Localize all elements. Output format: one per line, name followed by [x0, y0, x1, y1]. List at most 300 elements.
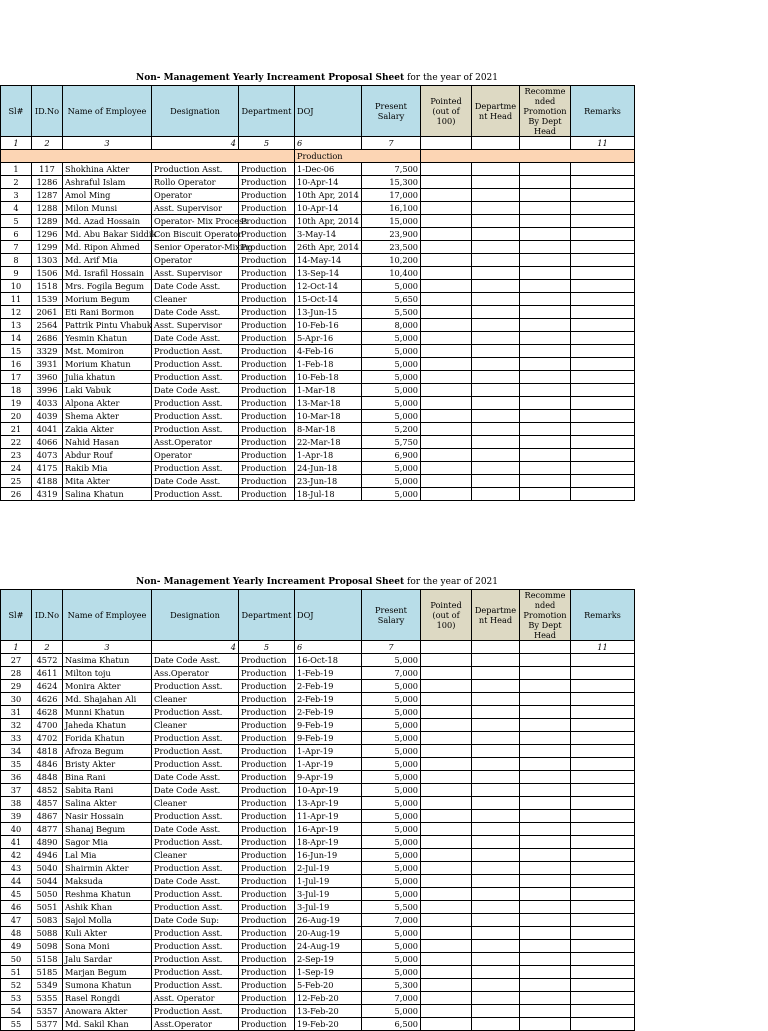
cell-present-salary: 5,000 — [362, 862, 421, 875]
cell-id-no: 4319 — [32, 488, 63, 501]
column-number: 11 — [571, 641, 635, 654]
cell-employee-name: Yesmin Khatun — [63, 332, 152, 345]
cell-present-salary: 5,000 — [362, 384, 421, 397]
cell-doj: 5-Apr-16 — [295, 332, 362, 345]
cell-designation: Production Asst. — [152, 397, 239, 410]
cell-recommended-promotion — [520, 228, 571, 241]
cell-doj: 10-Feb-16 — [295, 319, 362, 332]
cell-designation: Production Asst. — [152, 488, 239, 501]
table-row — [1, 966, 635, 979]
table-row — [1, 784, 635, 797]
cell-present-salary: 23,500 — [362, 241, 421, 254]
cell-present-salary: 5,000 — [362, 1005, 421, 1018]
cell-points — [421, 215, 472, 228]
cell-employee-name: Mita Akter — [63, 475, 152, 488]
cell-remarks — [571, 992, 635, 1005]
cell-employee-name: Abdur Rouf — [63, 449, 152, 462]
cell-doj: 10-Apr-19 — [295, 784, 362, 797]
cell-remarks — [571, 888, 635, 901]
cell-doj: 5-Feb-20 — [295, 979, 362, 992]
header-designation: Designation — [152, 590, 239, 641]
cell-remarks — [571, 654, 635, 667]
cell-recommended-promotion — [520, 966, 571, 979]
cell-present-salary: 5,000 — [362, 784, 421, 797]
table-body-1 — [1, 150, 635, 501]
cell-doj: 13-Sep-14 — [295, 267, 362, 280]
cell-remarks — [571, 706, 635, 719]
cell-present-salary: 5,000 — [362, 953, 421, 966]
cell-employee-name: Forida Khatun — [63, 732, 152, 745]
cell-present-salary: 5,000 — [362, 849, 421, 862]
cell-present-salary: 8,000 — [362, 319, 421, 332]
cell-designation: Production Asst. — [152, 862, 239, 875]
cell-recommended-promotion — [520, 654, 571, 667]
cell-employee-name: Md. Abu Bakar Siddik — [63, 228, 152, 241]
cell-sl-no: 34 — [1, 745, 32, 758]
cell-points — [421, 1005, 472, 1018]
cell-employee-name: Shairmin Akter — [63, 862, 152, 875]
table-row — [1, 1018, 635, 1031]
cell-points — [421, 488, 472, 501]
cell-department: Production — [239, 992, 295, 1005]
cell-id-no: 3329 — [32, 345, 63, 358]
cell-sl-no: 48 — [1, 927, 32, 940]
column-number: 4 — [152, 137, 239, 150]
cell-remarks — [571, 449, 635, 462]
cell-points — [421, 267, 472, 280]
header-employee-name: Name of Employee — [63, 590, 152, 641]
cell-points — [421, 358, 472, 371]
cell-department: Production — [239, 228, 295, 241]
cell-present-salary: 23,900 — [362, 228, 421, 241]
cell-present-salary: 5,000 — [362, 940, 421, 953]
department-group-spacer — [421, 150, 635, 163]
cell-sl-no: 8 — [1, 254, 32, 267]
table-row — [1, 810, 635, 823]
cell-remarks — [571, 202, 635, 215]
cell-remarks — [571, 436, 635, 449]
cell-department-head — [472, 1005, 520, 1018]
cell-sl-no: 36 — [1, 771, 32, 784]
cell-sl-no: 6 — [1, 228, 32, 241]
cell-doj: 11-Apr-19 — [295, 810, 362, 823]
table-row — [1, 332, 635, 345]
cell-doj: 23-Jun-18 — [295, 475, 362, 488]
cell-sl-no: 9 — [1, 267, 32, 280]
cell-sl-no: 45 — [1, 888, 32, 901]
cell-department: Production — [239, 449, 295, 462]
cell-department: Production — [239, 371, 295, 384]
cell-sl-no: 43 — [1, 862, 32, 875]
cell-department: Production — [239, 280, 295, 293]
cell-remarks — [571, 488, 635, 501]
table-row — [1, 888, 635, 901]
header-remarks: Remarks — [571, 590, 635, 641]
cell-present-salary: 5,000 — [362, 358, 421, 371]
cell-department: Production — [239, 423, 295, 436]
cell-doj: 8-Mar-18 — [295, 423, 362, 436]
cell-employee-name: Sagor Mia — [63, 836, 152, 849]
column-number: 7 — [362, 137, 421, 150]
table-row — [1, 680, 635, 693]
cell-present-salary: 5,000 — [362, 927, 421, 940]
cell-designation: Asst. Operator — [152, 992, 239, 1005]
cell-employee-name: Marjan Begum — [63, 966, 152, 979]
cell-recommended-promotion — [520, 176, 571, 189]
cell-recommended-promotion — [520, 810, 571, 823]
cell-doj: 9-Feb-19 — [295, 732, 362, 745]
cell-doj: 1-Mar-18 — [295, 384, 362, 397]
cell-id-no: 5357 — [32, 1005, 63, 1018]
cell-id-no: 1296 — [32, 228, 63, 241]
cell-id-no: 2061 — [32, 306, 63, 319]
cell-department-head — [472, 745, 520, 758]
table-row — [1, 914, 635, 927]
cell-department-head — [472, 215, 520, 228]
cell-id-no: 5050 — [32, 888, 63, 901]
cell-doj: 19-Feb-20 — [295, 1018, 362, 1031]
cell-recommended-promotion — [520, 293, 571, 306]
cell-department-head — [472, 680, 520, 693]
cell-employee-name: Salina Akter — [63, 797, 152, 810]
table-row — [1, 875, 635, 888]
cell-designation: Date Code Sup: — [152, 914, 239, 927]
cell-id-no: 4628 — [32, 706, 63, 719]
cell-department: Production — [239, 215, 295, 228]
cell-department: Production — [239, 1005, 295, 1018]
cell-designation: Date Code Asst. — [152, 475, 239, 488]
cell-points — [421, 254, 472, 267]
table-row — [1, 371, 635, 384]
cell-designation: Operator — [152, 189, 239, 202]
header-id-no: ID.No — [32, 86, 63, 137]
cell-doj: 2-Feb-19 — [295, 693, 362, 706]
table-body-2 — [1, 654, 635, 1031]
header-employee-name: Name of Employee — [63, 86, 152, 137]
column-number — [520, 641, 571, 654]
cell-remarks — [571, 215, 635, 228]
header-row — [1, 590, 635, 641]
cell-present-salary: 5,000 — [362, 462, 421, 475]
cell-designation: Production Asst. — [152, 680, 239, 693]
cell-doj: 10-Apr-14 — [295, 202, 362, 215]
cell-designation: Date Code Asst. — [152, 771, 239, 784]
cell-recommended-promotion — [520, 475, 571, 488]
cell-remarks — [571, 758, 635, 771]
table-row — [1, 189, 635, 202]
cell-recommended-promotion — [520, 927, 571, 940]
cell-present-salary: 5,000 — [362, 488, 421, 501]
cell-department-head — [472, 914, 520, 927]
cell-present-salary: 5,000 — [362, 397, 421, 410]
header-row — [1, 86, 635, 137]
cell-id-no: 3931 — [32, 358, 63, 371]
cell-sl-no: 14 — [1, 332, 32, 345]
cell-department-head — [472, 823, 520, 836]
cell-department: Production — [239, 849, 295, 862]
cell-recommended-promotion — [520, 667, 571, 680]
cell-present-salary: 15,000 — [362, 215, 421, 228]
sheet-title-1: Non- Management Yearly Increament Proposal Sheet for the year of 2021 — [136, 73, 498, 83]
cell-department: Production — [239, 745, 295, 758]
cell-points — [421, 784, 472, 797]
cell-present-salary: 7,000 — [362, 667, 421, 680]
cell-employee-name: Ashik Khan — [63, 901, 152, 914]
cell-employee-name: Mrs. Fogila Begum — [63, 280, 152, 293]
cell-points — [421, 719, 472, 732]
table-row — [1, 901, 635, 914]
cell-department: Production — [239, 693, 295, 706]
cell-present-salary: 5,000 — [362, 719, 421, 732]
cell-remarks — [571, 1018, 635, 1031]
cell-department-head — [472, 254, 520, 267]
cell-designation: Date Code Asst. — [152, 875, 239, 888]
cell-designation: Date Code Asst. — [152, 332, 239, 345]
cell-doj: 3-May-14 — [295, 228, 362, 241]
cell-remarks — [571, 914, 635, 927]
cell-id-no: 1299 — [32, 241, 63, 254]
column-number: 3 — [63, 137, 152, 150]
cell-doj: 26-Aug-19 — [295, 914, 362, 927]
cell-id-no: 4175 — [32, 462, 63, 475]
cell-designation: Asst.Operator — [152, 436, 239, 449]
cell-recommended-promotion — [520, 306, 571, 319]
cell-recommended-promotion — [520, 319, 571, 332]
cell-id-no: 1518 — [32, 280, 63, 293]
cell-department-head — [472, 758, 520, 771]
cell-remarks — [571, 966, 635, 979]
cell-department: Production — [239, 488, 295, 501]
cell-sl-no: 22 — [1, 436, 32, 449]
cell-id-no: 117 — [32, 163, 63, 176]
cell-doj: 1-Sep-19 — [295, 966, 362, 979]
cell-designation: Production Asst. — [152, 888, 239, 901]
cell-doj: 9-Feb-19 — [295, 719, 362, 732]
table-row — [1, 849, 635, 862]
cell-present-salary: 5,000 — [362, 875, 421, 888]
cell-doj: 2-Jul-19 — [295, 862, 362, 875]
cell-sl-no: 27 — [1, 654, 32, 667]
cell-employee-name: Jalu Sardar — [63, 953, 152, 966]
cell-department: Production — [239, 706, 295, 719]
cell-employee-name: Md. Arif Mia — [63, 254, 152, 267]
table-row — [1, 823, 635, 836]
cell-points — [421, 654, 472, 667]
cell-recommended-promotion — [520, 914, 571, 927]
table-header-2 — [1, 590, 635, 654]
cell-recommended-promotion — [520, 202, 571, 215]
cell-id-no: 4073 — [32, 449, 63, 462]
cell-remarks — [571, 267, 635, 280]
cell-designation: Production Asst. — [152, 966, 239, 979]
cell-recommended-promotion — [520, 901, 571, 914]
cell-employee-name: Sona Moni — [63, 940, 152, 953]
cell-id-no: 1287 — [32, 189, 63, 202]
cell-points — [421, 862, 472, 875]
cell-recommended-promotion — [520, 280, 571, 293]
cell-id-no: 4848 — [32, 771, 63, 784]
cell-designation: Production Asst. — [152, 423, 239, 436]
cell-department-head — [472, 979, 520, 992]
table-row — [1, 397, 635, 410]
cell-id-no: 4033 — [32, 397, 63, 410]
cell-remarks — [571, 667, 635, 680]
cell-employee-name: Sabita Rani — [63, 784, 152, 797]
cell-designation: Date Code Asst. — [152, 784, 239, 797]
cell-recommended-promotion — [520, 953, 571, 966]
cell-employee-name: Md. Shajahan Ali — [63, 693, 152, 706]
cell-department-head — [472, 163, 520, 176]
cell-employee-name: Md. Ripon Ahmed — [63, 241, 152, 254]
cell-id-no: 5040 — [32, 862, 63, 875]
cell-recommended-promotion — [520, 771, 571, 784]
cell-employee-name: Morium Khatun — [63, 358, 152, 371]
table-row — [1, 475, 635, 488]
cell-department: Production — [239, 719, 295, 732]
cell-remarks — [571, 254, 635, 267]
cell-department: Production — [239, 462, 295, 475]
cell-department-head — [472, 241, 520, 254]
cell-employee-name: Ashraful Islam — [63, 176, 152, 189]
cell-present-salary: 5,000 — [362, 888, 421, 901]
cell-department-head — [472, 462, 520, 475]
cell-department: Production — [239, 810, 295, 823]
cell-points — [421, 849, 472, 862]
cell-recommended-promotion — [520, 693, 571, 706]
cell-remarks — [571, 306, 635, 319]
cell-id-no: 5044 — [32, 875, 63, 888]
cell-employee-name: Pattrik Pintu Vhabuk — [63, 319, 152, 332]
cell-sl-no: 29 — [1, 680, 32, 693]
cell-department-head — [472, 875, 520, 888]
cell-present-salary: 5,000 — [362, 654, 421, 667]
header-doj: DOJ — [295, 590, 362, 641]
cell-id-no: 4039 — [32, 410, 63, 423]
cell-employee-name: Jaheda Khatun — [63, 719, 152, 732]
table-row — [1, 979, 635, 992]
header-department-head: Departme nt Head — [472, 590, 520, 641]
cell-sl-no: 33 — [1, 732, 32, 745]
cell-present-salary: 5,000 — [362, 371, 421, 384]
cell-recommended-promotion — [520, 488, 571, 501]
cell-designation: Production Asst. — [152, 745, 239, 758]
cell-employee-name: Laki Vabuk — [63, 384, 152, 397]
cell-sl-no: 44 — [1, 875, 32, 888]
cell-sl-no: 15 — [1, 345, 32, 358]
cell-id-no: 4572 — [32, 654, 63, 667]
cell-remarks — [571, 189, 635, 202]
cell-department: Production — [239, 836, 295, 849]
cell-designation: Production Asst. — [152, 1005, 239, 1018]
cell-designation: Production Asst. — [152, 732, 239, 745]
cell-employee-name: Anowara Akter — [63, 1005, 152, 1018]
cell-recommended-promotion — [520, 784, 571, 797]
table-row — [1, 953, 635, 966]
cell-present-salary: 5,000 — [362, 836, 421, 849]
cell-sl-no: 53 — [1, 992, 32, 1005]
cell-employee-name: Bristy Akter — [63, 758, 152, 771]
cell-department: Production — [239, 732, 295, 745]
column-number: 1 — [1, 137, 32, 150]
cell-remarks — [571, 797, 635, 810]
cell-employee-name: Reshma Khatun — [63, 888, 152, 901]
cell-id-no: 4867 — [32, 810, 63, 823]
cell-remarks — [571, 849, 635, 862]
cell-designation: Cleaner — [152, 693, 239, 706]
cell-remarks — [571, 1005, 635, 1018]
cell-present-salary: 5,000 — [362, 966, 421, 979]
cell-department-head — [472, 693, 520, 706]
cell-employee-name: Shokhina Akter — [63, 163, 152, 176]
cell-designation: Date Code Asst. — [152, 306, 239, 319]
table-row — [1, 384, 635, 397]
cell-designation: Production Asst. — [152, 163, 239, 176]
table-row — [1, 462, 635, 475]
cell-employee-name: Md. Israfil Hossain — [63, 267, 152, 280]
cell-department-head — [472, 719, 520, 732]
cell-points — [421, 410, 472, 423]
cell-doj: 2-Feb-19 — [295, 680, 362, 693]
table-row — [1, 423, 635, 436]
cell-id-no: 2564 — [32, 319, 63, 332]
cell-sl-no: 23 — [1, 449, 32, 462]
cell-points — [421, 771, 472, 784]
cell-id-no: 5158 — [32, 953, 63, 966]
cell-points — [421, 732, 472, 745]
cell-department-head — [472, 202, 520, 215]
cell-remarks — [571, 371, 635, 384]
cell-department: Production — [239, 267, 295, 280]
cell-present-salary: 5,000 — [362, 410, 421, 423]
cell-doj: 2-Sep-19 — [295, 953, 362, 966]
cell-employee-name: Maksuda — [63, 875, 152, 888]
cell-sl-no: 50 — [1, 953, 32, 966]
cell-department: Production — [239, 771, 295, 784]
cell-recommended-promotion — [520, 254, 571, 267]
cell-sl-no: 2 — [1, 176, 32, 189]
cell-department: Production — [239, 293, 295, 306]
cell-designation: Date Code Asst. — [152, 654, 239, 667]
cell-department: Production — [239, 1018, 295, 1031]
cell-doj: 2-Feb-19 — [295, 706, 362, 719]
cell-department-head — [472, 836, 520, 849]
department-group-label: Production — [295, 150, 421, 163]
cell-points — [421, 953, 472, 966]
cell-remarks — [571, 345, 635, 358]
cell-department-head — [472, 423, 520, 436]
cell-doj: 1-Apr-19 — [295, 745, 362, 758]
cell-sl-no: 35 — [1, 758, 32, 771]
cell-department: Production — [239, 397, 295, 410]
cell-recommended-promotion — [520, 719, 571, 732]
cell-employee-name: Morium Begum — [63, 293, 152, 306]
cell-sl-no: 12 — [1, 306, 32, 319]
cell-present-salary: 16,100 — [362, 202, 421, 215]
cell-present-salary: 5,000 — [362, 797, 421, 810]
cell-doj: 24-Aug-19 — [295, 940, 362, 953]
cell-department: Production — [239, 758, 295, 771]
column-number: 7 — [362, 641, 421, 654]
cell-sl-no: 30 — [1, 693, 32, 706]
cell-remarks — [571, 332, 635, 345]
table-row — [1, 319, 635, 332]
cell-points — [421, 345, 472, 358]
cell-sl-no: 49 — [1, 940, 32, 953]
cell-points — [421, 667, 472, 680]
header-points: Pointed (out of 100) — [421, 86, 472, 137]
cell-department: Production — [239, 888, 295, 901]
cell-designation: Cleaner — [152, 719, 239, 732]
